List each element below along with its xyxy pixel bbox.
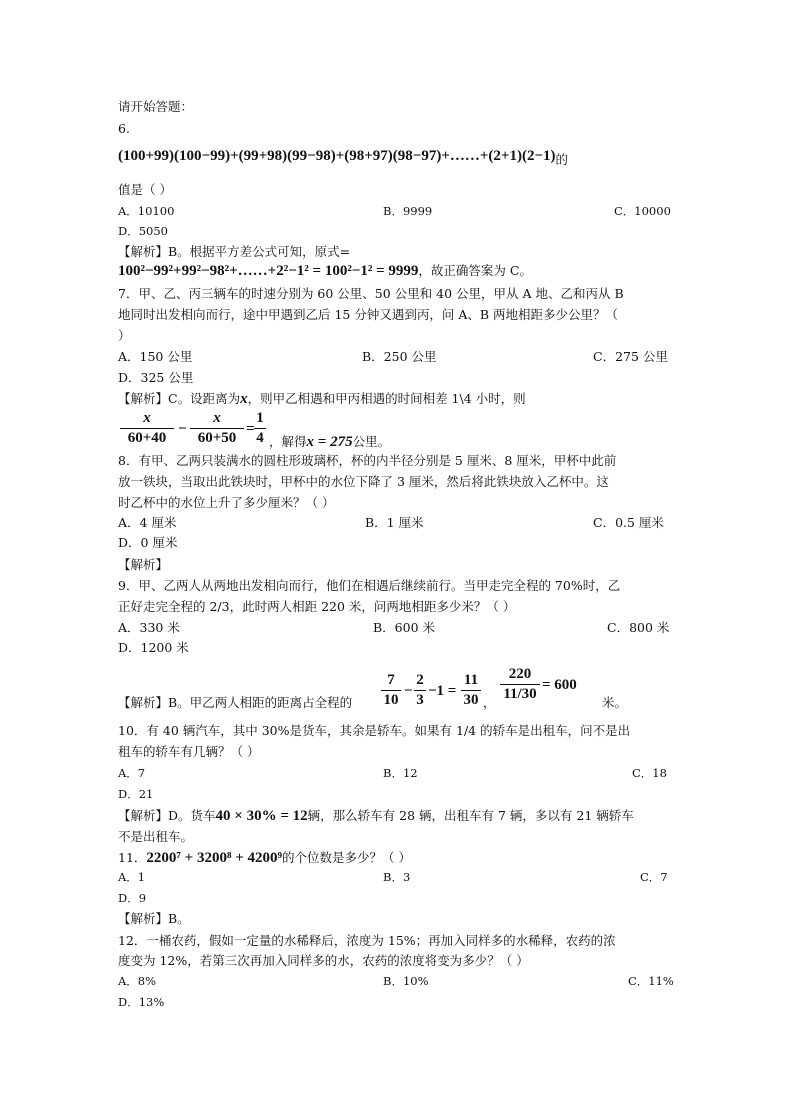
q9-fraction-2 (414, 672, 426, 709)
q11-stem: 的个位数是多少？（ ） (282, 850, 411, 865)
q9-option-d: D．1200 米 (118, 640, 189, 655)
q7-option-d: D．325 公里 (118, 370, 194, 385)
q7-option-c: C．275 公里 (593, 349, 668, 364)
q9-option-c: C．800 米 (607, 620, 670, 635)
q9-fraction-4 (500, 666, 540, 703)
q7-line2: 地同时出发相向而行，途中甲遇到乙后 15 分钟又遇到丙，问 A、B 两地相距多少公里？（ (118, 307, 619, 322)
q11-option-b: B．3 (383, 870, 411, 884)
q7-f1-den: 60+40 (127, 430, 167, 446)
q6-answer-line (118, 262, 532, 280)
q12-option-c: C．11% (628, 974, 674, 988)
q7-f2-num: x (213, 410, 221, 426)
q7-solve-line (269, 433, 390, 451)
q6-expr: (100+99)(100−99)+(99+98)(99−98)+(98+97)(98−97)+……+(2+1)(2−1) (118, 148, 556, 164)
q6-expression (118, 146, 568, 165)
q6-stem: 值是（ ） (118, 182, 172, 197)
q9-option-b: B．600 米 (373, 620, 436, 635)
q7-line1: 7．甲、乙、丙三辆车的时速分别为 60 公里、50 公里和 40 公里，甲从 A 地、乙和丙从 B (118, 286, 624, 301)
q10-option-b: B．12 (383, 766, 418, 780)
q7-solve-unit: 公里。 (352, 434, 391, 449)
q10-answer-line2: 不是出租车。 (118, 829, 194, 844)
q7-line3: ） (118, 328, 131, 343)
q12-option-b: B．10% (383, 974, 429, 988)
q7-f3-den: 4 (256, 430, 264, 446)
q9-result: = 600 (542, 677, 577, 693)
q10-line2: 租车的轿车有几辆？（ ） (118, 744, 260, 759)
q9-unit: 米。 (602, 695, 628, 710)
q8-option-b: B．1 厘米 (365, 515, 424, 530)
q10-option-c: C．18 (632, 766, 667, 780)
q7-solve-expr: x = 275 (306, 434, 353, 450)
q7-f1-num: x (143, 410, 151, 426)
q12-line1: 12．一桶农药，假如一定量的水稀释后，浓度为 15%；再加入同样多的水稀释，农药的浓 (118, 933, 616, 948)
q9-f1-den: 10 (383, 692, 399, 708)
q6-answer-prefix: 【解析】B。根据平方差公式可知，原式= (118, 244, 351, 259)
q11-number: 11． (118, 850, 147, 865)
q6-answer-suffix: ，故正确答案为 C。 (418, 263, 532, 278)
q7-answer-prefix: 【解析】C。设距离为 (118, 391, 241, 406)
q7-answer-line (118, 390, 526, 408)
q9-f3-den: 30 (463, 692, 479, 708)
q8-answer: 【解析】 (118, 557, 169, 572)
q9-option-a: A．330 米 (118, 620, 180, 635)
q9-fraction-3 (461, 672, 481, 709)
q9-tail: −1 = (428, 683, 457, 699)
q7-f3-num: 1 (256, 410, 264, 426)
q9-line1: 9．甲、乙两人从两地出发相向而行，他们在相遇后继续前行。当甲走完全程的 70%时，乙 (118, 578, 621, 593)
q11-answer: 【解析】B。 (118, 911, 190, 926)
q10-answer-suffix: 辆，那么轿车有 28 辆，出租车有 7 辆，多以有 21 辆轿车 (307, 808, 634, 823)
q9-f2-num: 2 (416, 672, 424, 688)
q6-number: 6. (118, 121, 130, 136)
q6-option-d: D．5050 (118, 224, 168, 238)
q8-line1: 8．有甲、乙两只装满水的圆柱形玻璃杯，杯的内半径分别是 5 厘米、8 厘米，甲杯中此前 (118, 453, 617, 468)
q9-line2: 正好走完全程的 2/3，此时两人相距 220 米，问两地相距多少米？（ ） (118, 599, 516, 614)
q6-option-b: B．9999 (383, 204, 433, 218)
q7-answer-mid: ，则甲乙相遇和甲丙相遇的时间相差 1\4 小时，则 (247, 391, 526, 406)
q7-fraction-3 (254, 410, 266, 447)
q9-f4-den: 11/30 (503, 686, 537, 702)
q7-minus: − (178, 421, 187, 437)
q7-solve-text: ，解得 (269, 434, 307, 449)
q8-line3: 时乙杯中的水位上升了多少厘米？（ ） (118, 495, 335, 510)
q8-option-c: C．0.5 厘米 (593, 515, 664, 530)
q12-line2: 度变为 12%，若第三次再加入同样多的水，农药的浓度将变为多少？（ ） (118, 953, 529, 968)
q10-line1: 10．有 40 辆汽车，其中 30%是货车，其余是轿车。如果有 1/4 的轿车是出租车，问不是出 (118, 723, 631, 738)
q9-f2-den: 3 (416, 692, 424, 708)
q9-minus: − (404, 683, 413, 699)
q6-option-a: A．10100 (118, 204, 175, 218)
q9-fraction-1 (381, 672, 401, 709)
intro-text: 请开始答题： (118, 99, 194, 114)
q12-option-d: D．13% (118, 995, 165, 1009)
q9-f3-num: 11 (463, 672, 479, 688)
q11-line (118, 849, 411, 867)
q8-option-d: D．0 厘米 (118, 535, 178, 550)
q10-answer-prefix: 【解析】D。货车 (118, 808, 216, 823)
q11-option-a: A．1 (118, 870, 146, 884)
q9-f1-num: 7 (387, 672, 395, 688)
q7-fraction-2 (190, 410, 244, 447)
q11-option-d: D．9 (118, 891, 147, 905)
q7-option-a: A．150 公里 (118, 349, 193, 364)
q10-answer-expr: 40 × 30% = 12 (215, 808, 308, 824)
q9-answer-prefix: 【解析】B。甲乙两人相距的距离占全程的 (118, 695, 353, 710)
q10-answer-line (118, 807, 634, 825)
q11-expr: 2200⁷ + 3200⁸ + 4200⁹ (146, 850, 282, 866)
q7-f2-den: 60+50 (197, 430, 237, 446)
q11-option-c: C．7 (640, 870, 668, 884)
q7-equals: = (246, 421, 255, 437)
q6-expr-suffix: 的 (555, 152, 569, 167)
q10-option-a: A．7 (118, 766, 146, 780)
q8-line2: 放一铁块，当取出此铁块时，甲杯中的水位下降了 3 厘米，然后将此铁块放入乙杯中。这 (118, 474, 609, 489)
q7-option-b: B．250 公里 (362, 349, 437, 364)
q7-answer-var: x (240, 391, 248, 407)
q7-fraction-1 (120, 410, 174, 447)
q6-option-c: C．10000 (614, 204, 671, 218)
q12-option-a: A．8% (118, 974, 157, 988)
q9-comma: ， (483, 695, 496, 710)
q10-option-d: D．21 (118, 787, 154, 801)
q6-answer-expr: 100²−99²+99²−98²+……+2²−1² = 100²−1² = 9999 (118, 263, 419, 279)
q8-option-a: A．4 厘米 (118, 515, 177, 530)
q9-f4-num: 220 (508, 666, 532, 682)
